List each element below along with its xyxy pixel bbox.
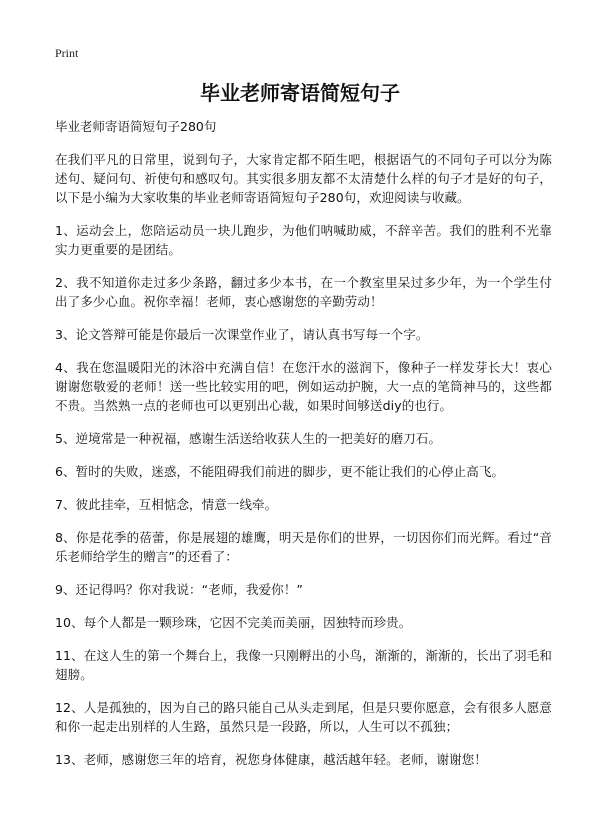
sentence-item-3: 3、论文答辩可能是你最后一次课堂作业了，请认真书写每一个字。: [55, 327, 429, 342]
sentence-item-9: 9、还记得吗？你对我说：“老师，我爱你！”: [55, 582, 304, 597]
page-title: 毕业老师寄语简短句子: [200, 81, 400, 105]
sentence-item-2: 2、我不知道你走过多少条路，翻过多少本书，在一个教室里呆过多少年，为一个学生付出了多少心血。祝你幸福！老师，衷心感谢您的辛勤劳动！: [55, 275, 552, 309]
sentence-item-1: 1、运动会上，您陪运动员一块儿跑步，为他们呐喊助威，不辞辛苦。我们的胜利不光靠实力更重要的是团结。: [55, 223, 552, 257]
sentence-item-5: 5、逆境常是一种祝福，感谢生活送给收获人生的一把美好的磨刀石。: [55, 431, 442, 446]
sentence-item-7: 7、彼此挂牵，互相惦念，情意一线牵。: [55, 497, 278, 512]
sentence-item-12: 12、人是孤独的，因为自己的路只能自己从头走到尾，但是只要你愿意，会有很多人愿意和你一起走出别样的人生路，虽然只是一段路，所以，人生可以不孤独；: [55, 700, 552, 734]
print-link[interactable]: Print: [55, 46, 79, 60]
intro-paragraph: 在我们平凡的日常里，说到句子，大家肯定都不陌生吧，根据语气的不同句子可以分为陈述句、疑问句、祈使句和感叹句。其实很多朋友都不太清楚什么样的句子才是好的句子，以下是小编为大家收集的毕业老师寄语简短句子280句，欢迎阅读与收藏。: [55, 152, 552, 205]
sentence-item-4: 4、我在您温暖阳光的沐浴中充满自信！在您汗水的滋润下，像种子一样发芽长大！衷心谢谢您敬爱的老师！送一些比较实用的吧，例如运动护腕，大一点的笔筒神马的，这些都不贵。当然熟一点的老师也可以更别出心裁，如果时间够送diy的也行。: [55, 360, 552, 413]
sentence-item-8: 8、你是花季的蓓蕾，你是展翅的雄鹰，明天是你们的世界，一切因你们而光辉。看过“音乐老师给学生的赠言”的还看了：: [55, 530, 552, 564]
sentence-item-6: 6、暂时的失败，迷惑，不能阻碍我们前进的脚步，更不能让我们的心停止高飞。: [55, 464, 505, 479]
document-body: [55, 150, 552, 783]
sentence-item-13: 13、老师，感谢您三年的培育，祝您身体健康，越活越年轻。老师，谢谢您！: [55, 752, 487, 767]
sentence-item-10: 10、每个人都是一颗珍珠，它因不完美而美丽，因独特而珍贵。: [55, 615, 412, 630]
document-subtitle: 毕业老师寄语简短句子280句: [55, 119, 217, 134]
sentence-item-11: 11、在这人生的第一个舞台上，我像一只刚孵出的小鸟，渐渐的，渐渐的，长出了羽毛和翅膀。: [55, 648, 552, 682]
